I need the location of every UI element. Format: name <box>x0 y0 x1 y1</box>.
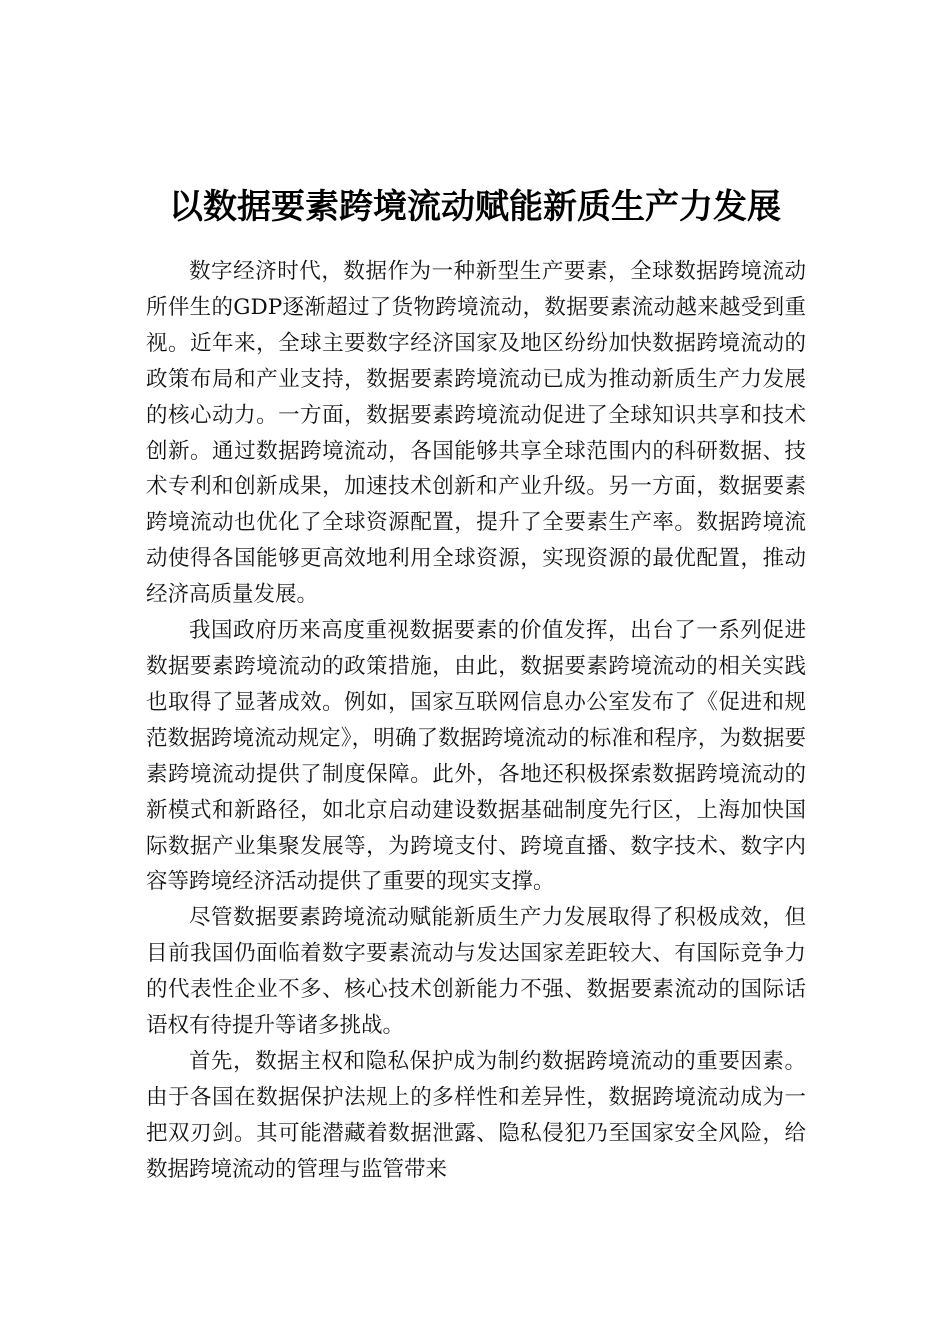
document-title: 以数据要素跨境流动赋能新质生产力发展 <box>169 186 781 227</box>
paragraph-3: 尽管数据要素跨境流动赋能新质生产力发展取得了积极成效，但目前我国仍面临着数字要素流动与发达国家差距较大、有国际竞争力的代表性企业不多、核心技术创新能力不强、数据要素流动的国际话语权有待提升等诸多挑战。 <box>146 905 806 1039</box>
paragraph-1: 数字经济时代，数据作为一种新型生产要素，全球数据跨境流动所伴生的GDP逐渐超过了货物跨境流动，数据要素流动越来越受到重视。近年来，全球主要数字经济国家及地区纷纷加快数据跨境流动的政策布局和产业支持，数据要素跨境流动已成为推动新质生产力发展的核心动力。一方面，数据要素跨境流动促进了全球知识共享和技术创新。通过数据跨境流动，各国能够共享全球范围内的科研数据、技术专利和创新成果，加速技术创新和产业升级。另一方面，数据要素跨境流动也优化了全球资源配置，提升了全要素生产率。数据跨境流动使得各国能够更高效地利用全球资源，实现资源的最优配置，推动经济高质量发展。 <box>146 259 806 608</box>
paragraph-4: 首先，数据主权和隐私保护成为制约数据跨境流动的重要因素。由于各国在数据保护法规上的多样性和差异性，数据跨境流动成为一把双刃剑。其可能潜藏着数据泄露、隐私侵犯乃至国家安全风险，给数据跨境流动的管理与监管带来 <box>146 1048 806 1182</box>
paragraph-2: 我国政府历来高度重视数据要素的价值发挥，出台了一系列促进数据要素跨境流动的政策措施，由此，数据要素跨境流动的相关实践也取得了显著成效。例如，国家互联网信息办公室发布了《促进和规范数据跨境流动规定》，明确了数据跨境流动的标准和程序，为数据要素跨境流动提供了制度保障。此外，各地还积极探索数据跨境流动的新模式和新路径，如北京启动建设数据基础制度先行区，上海加快国际数据产业集聚发展等，为跨境支付、跨境直播、数字技术、数字内容等跨境经济活动提供了重要的现实支撑。 <box>146 618 806 895</box>
document-body <box>146 254 806 1188</box>
